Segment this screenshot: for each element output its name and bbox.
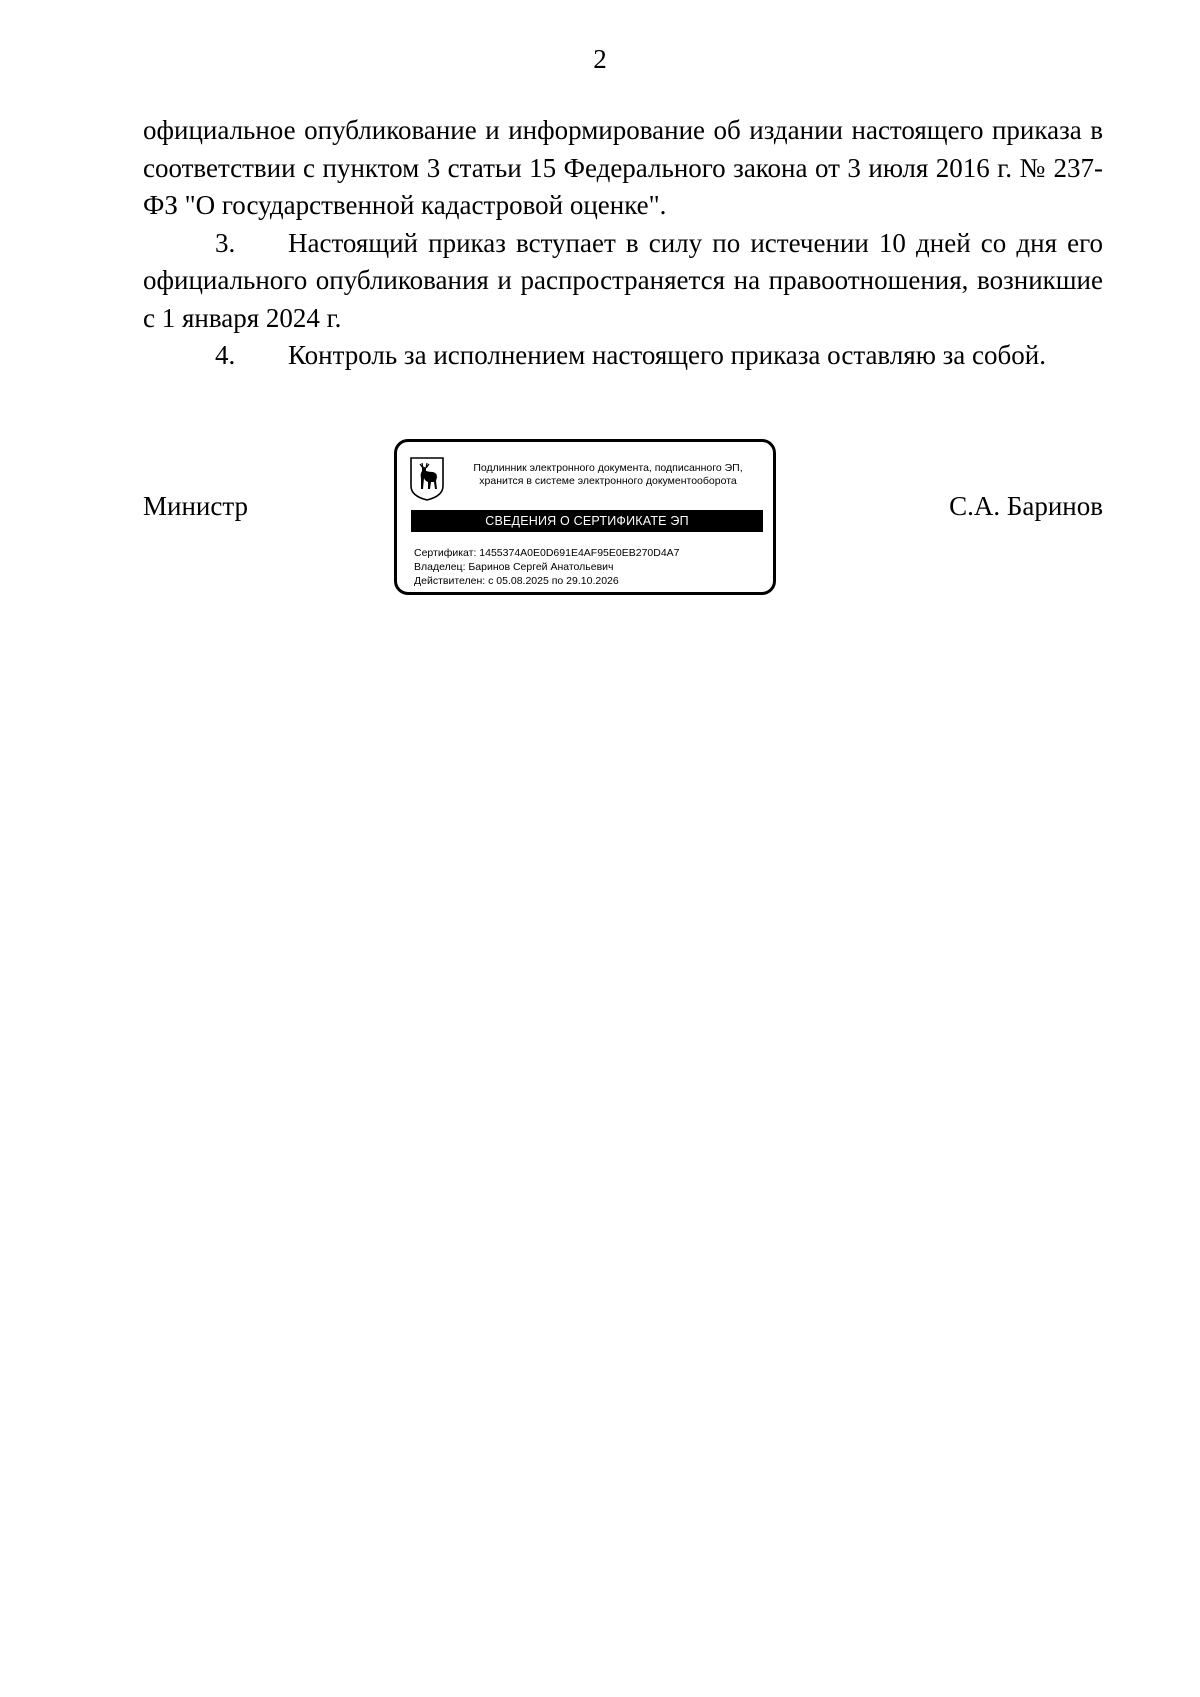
item-number: 3. [215, 227, 236, 258]
signatory-title: Министр [143, 491, 248, 521]
stamp-header: СВЕДЕНИЯ О СЕРТИФИКАТЕ ЭП [411, 510, 763, 532]
item-text: Контроль за исполнением настоящего приказа оставляю за собой. [288, 340, 1046, 370]
item-text: Настоящий приказ вступает в силу по истечении 10 дней со дня его официального опубликования и распространяется на правоотношения, возникшие с 1 января 2024 г. [143, 227, 1103, 333]
coat-of-arms-deer-icon [409, 456, 445, 502]
certificate-number: Сертификат: 1455374A0E0D691E4AF95E0EB270D4A7 [414, 547, 680, 559]
stamp-notice-line: хранится в системе электронного документооборота [479, 475, 737, 487]
page-number: 2 [593, 44, 607, 74]
signatory-name: С.А. Баринов [949, 491, 1103, 521]
stamp-notice [453, 462, 763, 488]
stamp-notice-line: Подлинник электронного документа, подписанного ЭП, [473, 462, 743, 474]
certificate-validity: Действителен: с 05.08.2025 по 29.10.2026 [414, 575, 619, 587]
list-item [143, 337, 1103, 375]
stamp-details [414, 546, 680, 588]
paragraph-continuation: официальное опубликование и информирование об издании настоящего приказа в соответствии с пунктом 3 статьи 15 Федерального закона от 3 июля 2016 г. № 237-ФЗ "О государственной кадастровой оценке". [143, 115, 1103, 220]
electronic-signature-stamp [394, 439, 776, 595]
certificate-owner: Владелец: Баринов Сергей Анатольевич [414, 561, 614, 573]
item-number: 4. [215, 340, 236, 370]
list-item [143, 225, 1103, 338]
document-body [143, 112, 1103, 375]
